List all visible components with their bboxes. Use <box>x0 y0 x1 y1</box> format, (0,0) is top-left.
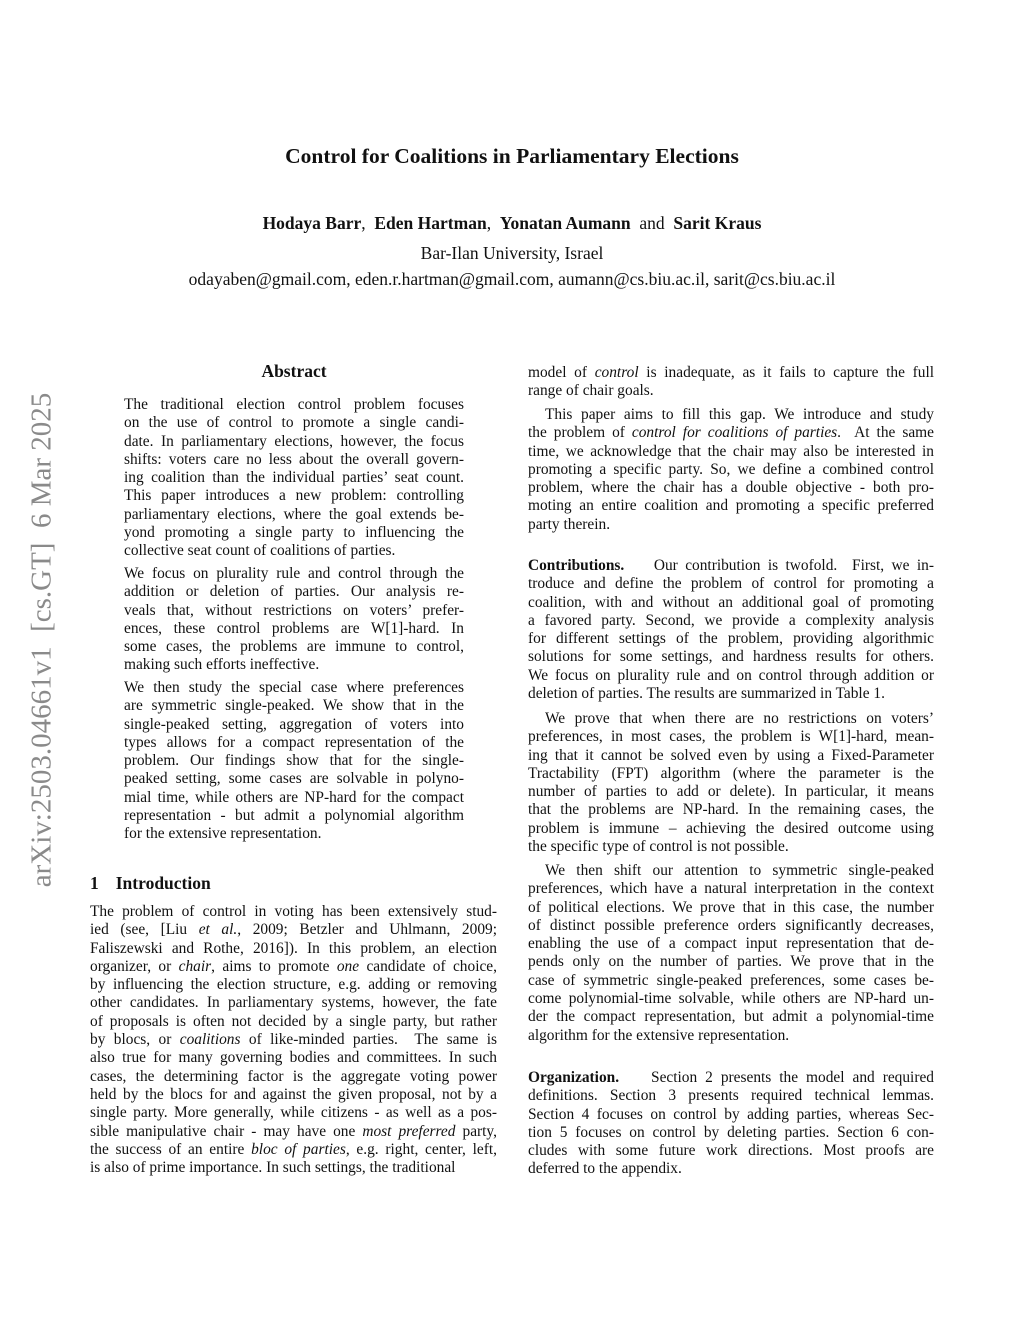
text-line: mial time, while others are NP-hard for the compact <box>124 788 464 806</box>
text-line: addition or deletion of parties. Our analysis re- <box>124 583 464 601</box>
emphasized-text: coalitions <box>179 1031 241 1049</box>
text-line: time, we acknowledge that the chair may also be interested in <box>528 442 934 460</box>
right-paragraph <box>528 406 934 534</box>
paper-title: Control for Coalitions in Parliamentary Elections <box>285 144 739 168</box>
text-run: ied (see, [Liu <box>90 921 199 939</box>
text-line: ing that it cannot be solved even by using a Fixed-Parameter <box>528 746 934 764</box>
text-line: date. In parliamentary elections, however, the focus <box>124 432 464 450</box>
text-line: veals that, without restrictions on voters’ prefer- <box>124 601 464 619</box>
text-line: cludes with some future work directions. Most proofs are <box>528 1142 934 1160</box>
text-line: We then study the special case where preferences <box>124 679 464 696</box>
text-run: sible manipulative chair - may have one <box>90 1122 363 1140</box>
text-line: single-peaked setting, aggregation of voters into <box>124 715 464 733</box>
author-and: and <box>639 213 665 233</box>
text-line: preferences, which have a natural interpretation in the context <box>528 880 934 898</box>
affiliation: Bar-Ilan University, Israel <box>420 243 604 263</box>
text-line: parliamentary elections, where the goal extends be- <box>124 505 464 523</box>
text-run: of like-minded parties. The same is <box>240 1031 497 1049</box>
text-line: We prove that when there are no restrictions on voters’ <box>545 710 934 727</box>
arxiv-identifier: arXiv:2503.04661v1 [cs.GT] 6 Mar 2025 <box>25 392 58 888</box>
text-line: single party. More generally, while citizens - as well as a pos- <box>90 1104 497 1122</box>
text-line: held by the blocs for and against the given proposal, not by a <box>90 1085 497 1103</box>
text-run: , aims to promote <box>211 957 337 975</box>
section-title: Introduction <box>115 873 211 893</box>
text-run: the success of an entire <box>90 1140 252 1158</box>
text-line: making such efforts ineffective. <box>124 656 320 674</box>
text-line: preferences, in most cases, the problem is W[1]-hard, mean- <box>528 728 934 746</box>
text-line: collective seat count of coalitions of parties. <box>124 542 396 560</box>
text-line: party therein. <box>528 515 611 533</box>
abstract-paragraph <box>124 396 464 561</box>
right-paragraph <box>528 364 934 401</box>
text-line: definitions. Section 3 presents required technical lemmas. <box>528 1087 934 1105</box>
text-run: Our contribution is twofold. First, we in- <box>624 557 934 574</box>
text-run: organizer, or <box>90 957 179 975</box>
text-line <box>90 921 497 939</box>
text-line: types allows for a compact representation of the <box>124 733 464 751</box>
text-run: party, <box>455 1122 497 1140</box>
text-line: pends only on the number of parties. We prove that in the <box>528 953 934 971</box>
emphasized-text: control <box>594 364 639 381</box>
text-line: ing coalition than the individual parties’ seat count. <box>124 469 464 487</box>
text-line: come polynomial-time solvable, while others are NP-hard un- <box>528 990 934 1008</box>
text-line: of proposals is often not decided by a single party, but rather <box>90 1012 497 1030</box>
text-line: ences, these control problems are W[1]-hard. In <box>124 619 464 637</box>
text-line: by influencing the election structure, e.g. adding or removing <box>90 976 497 994</box>
text-line: that the problems are NP-hard. In the remaining cases, the <box>528 801 934 819</box>
emphasized-text: most preferred <box>362 1122 456 1140</box>
author-name: Hodaya Barr <box>262 213 362 233</box>
text-run: the problem of <box>528 424 632 442</box>
text-line <box>90 1031 497 1049</box>
author-separator: , <box>361 213 366 233</box>
text-line: for the extensive representation. <box>124 825 322 843</box>
text-line: Section 4 focuses on control by adding parties, whereas Sec- <box>528 1105 934 1123</box>
text-line: coalition, with and without an additional goal of promoting <box>528 593 934 611</box>
emphasized-text: control for coalitions of parties <box>631 424 838 442</box>
abstract-heading: Abstract <box>261 361 327 381</box>
text-line: number of parties to add or delete). In particular, it means <box>528 783 934 801</box>
text-line: also true for many governing bodies and committees. In such <box>90 1049 497 1067</box>
intro-paragraph <box>90 903 497 1177</box>
text-line: Tractability (FPT) algorithm (where the parameter is the <box>528 764 934 782</box>
text-line <box>90 1123 497 1141</box>
text-line: problem is immune – achieving the desired outcome using <box>528 819 934 837</box>
text-line: cases, the determining factor is the aggregate voting power <box>90 1067 497 1085</box>
paragraph-run-in-heading: Organization. <box>528 1069 620 1086</box>
text-line: some cases, the problems are immune to control, <box>124 638 464 656</box>
author-name: Eden Hartman <box>374 213 487 233</box>
text-line: Faliszewski and Rothe, 2016]). In this problem, an election <box>90 939 497 957</box>
paragraph-run-in-heading: Contributions. <box>528 557 625 574</box>
text-line: are symmetric single-peaked. We show that in the <box>124 697 464 715</box>
right-paragraph <box>528 557 934 703</box>
author-name: Sarit Kraus <box>673 213 762 233</box>
text-run: , 2009; Betzler and Uhlmann, 2009; <box>237 921 497 939</box>
text-line: deferred to the appendix. <box>528 1160 682 1178</box>
section-heading <box>90 873 211 894</box>
text-line: of political elections. We prove that in this case, the number <box>528 898 934 916</box>
right-paragraph <box>528 862 934 1045</box>
text-line <box>90 1141 497 1159</box>
text-run: model of <box>528 364 595 381</box>
text-run: is inadequate, as it fails to capture the full <box>638 364 934 381</box>
text-line: a favored party. Second, we provide a complexity analysis <box>528 611 934 629</box>
author-list <box>0 213 1024 234</box>
text-line: shifts: voters care no less about the overall govern- <box>124 450 464 468</box>
text-line <box>528 1069 934 1087</box>
text-line: range of chair goals. <box>528 382 654 400</box>
right-paragraph <box>528 710 934 856</box>
right-paragraph <box>528 1069 934 1179</box>
text-line: algorithm for the extensive representation. <box>528 1026 790 1044</box>
text-run: by blocs, or <box>90 1031 180 1049</box>
text-line <box>528 557 934 575</box>
emphasized-text: chair <box>178 957 212 975</box>
abstract-paragraph <box>124 565 464 675</box>
text-line: solutions for some settings, and hardness results for others. <box>528 648 934 666</box>
abstract-paragraph <box>124 679 464 844</box>
text-line: problem, where the chair has a double objective - both pro- <box>528 479 934 497</box>
text-line: the specific type of control is not possible. <box>528 838 789 856</box>
text-line: of distinct possible preference orders significantly decreases, <box>528 916 934 934</box>
text-line: other candidates. In parliamentary systems, however, the fate <box>90 994 497 1012</box>
text-line: troduce and define the problem of control for promoting a <box>528 575 934 593</box>
text-line: der the compact representation, but admit a polynomial-time <box>528 1008 934 1026</box>
text-line: deletion of parties. The results are summarized in Table 1. <box>528 685 885 703</box>
emphasized-text: et al. <box>198 921 238 939</box>
text-run: Section 2 presents the model and required <box>619 1069 934 1086</box>
text-line: on the use of control to promote a single candi- <box>124 414 464 432</box>
author-separator: , <box>486 213 492 233</box>
section-number: 1 <box>90 873 99 893</box>
text-line: yond promoting a single party to influencing the <box>124 524 464 542</box>
author-name: Yonatan Aumann <box>499 213 631 233</box>
text-line: moting an entire coalition and promoting a specific preferred <box>528 497 934 515</box>
text-line: is also of prime importance. In such settings, the traditional <box>90 1159 456 1177</box>
text-line <box>90 958 497 976</box>
text-line: for different settings of the problem, providing algorithmic <box>528 630 934 648</box>
text-line: We focus on plurality rule and control through the <box>124 565 464 582</box>
text-line: This paper introduces a new problem: controlling <box>124 487 464 505</box>
text-line: problem. Our findings show that for the single- <box>124 752 464 770</box>
text-line: case of symmetric single-peaked preferences, some cases be- <box>528 971 934 989</box>
text-line: representation - but admit a polynomial algorithm <box>124 807 464 825</box>
text-line: peaked setting, some cases are solvable in polyno- <box>124 770 464 788</box>
author-emails: odayaben@gmail.com, eden.r.hartman@gmail.com, aumann@cs.biu.ac.il, sarit@cs.biu.ac.il <box>188 269 836 289</box>
text-run: , e.g. right, center, left, <box>345 1140 497 1158</box>
text-line: The traditional election control problem focuses <box>124 396 464 413</box>
text-line <box>528 424 934 442</box>
text-line <box>528 364 934 382</box>
emphasized-text: one <box>336 957 360 975</box>
text-line: enabling the use of a compact input representation that de- <box>528 935 934 953</box>
text-run: candidate of choice, <box>359 957 497 975</box>
text-line: We then shift our attention to symmetric single-peaked <box>545 862 934 879</box>
text-line: The problem of control in voting has been extensively stud- <box>90 903 497 920</box>
text-line: tion 5 focuses on control by deleting parties. Section 6 con- <box>528 1123 934 1141</box>
text-line: promoting a specific party. So, we define a combined control <box>528 460 934 478</box>
emphasized-text: bloc of parties <box>251 1140 346 1158</box>
text-line: This paper aims to fill this gap. We introduce and study <box>545 406 934 423</box>
text-line: We focus on plurality rule and on control through addition or <box>528 666 934 684</box>
text-run: . At the same <box>837 424 934 442</box>
